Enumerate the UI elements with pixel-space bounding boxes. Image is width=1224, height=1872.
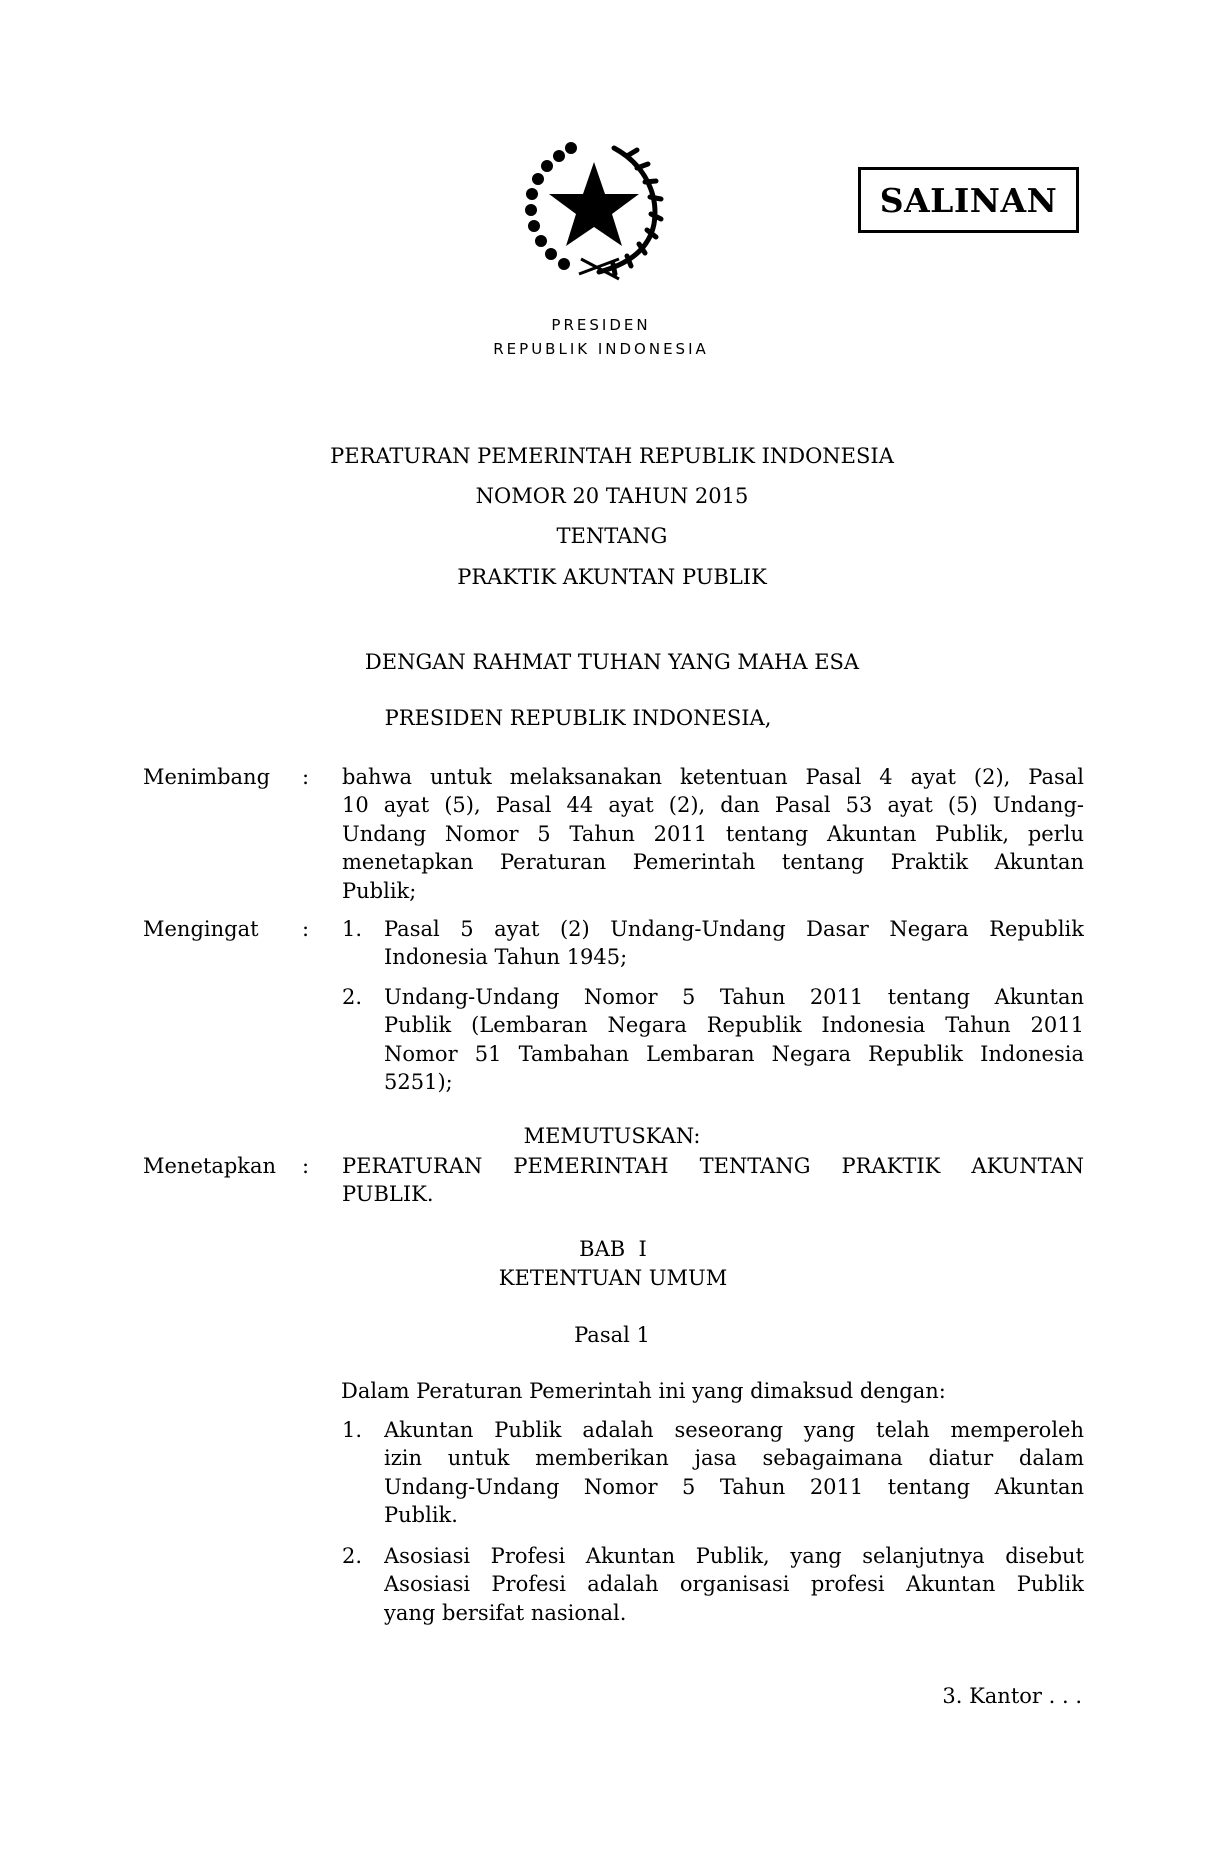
text-line: Undang-Undang Nomor 5 Tahun 2011 tentang Akuntan (384, 985, 1084, 1009)
text-line: Publik (Lembaran Negara Republik Indonesia Tahun 2011 (384, 1013, 1084, 1038)
salinan-stamp: SALINAN (858, 167, 1079, 233)
text-line: Undang Nomor 5 Tahun 2011 tentang Akuntan Publik, perlu (342, 821, 1084, 846)
list-item-number: 1. (342, 1418, 363, 1442)
bab-title: KETENTUAN UMUM (498, 1266, 728, 1290)
text-line: Asosiasi Profesi adalah organisasi profesi Akuntan Publik (384, 1572, 1084, 1597)
list-item-number: 1. (342, 917, 363, 941)
emblem-star (549, 162, 639, 246)
pasal-title: Pasal 1 (574, 1323, 650, 1347)
title-tentang: TENTANG (556, 524, 668, 548)
menetapkan-label: Menetapkan (143, 1154, 277, 1178)
text-line: Akuntan Publik adalah seseorang yang telah memperoleh (384, 1418, 1084, 1442)
title-regulation: PERATURAN PEMERINTAH REPUBLIK INDONESIA (330, 444, 894, 468)
page-continuation: 3. Kantor . . . (942, 1684, 1082, 1708)
text-line: PERATURAN PEMERINTAH TENTANG PRAKTIK AKUNTAN (342, 1154, 1084, 1178)
mengingat-colon: : (302, 917, 310, 941)
text-line: izin untuk memberikan jasa sebagaimana diatur dalam (384, 1446, 1084, 1471)
text-line: yang bersifat nasional. (384, 1600, 627, 1625)
text-line: bahwa untuk melaksanakan ketentuan Pasal 4 ayat (2), Pasal (342, 765, 1084, 789)
text-line: 5251); (384, 1070, 453, 1095)
text-line: 10 ayat (5), Pasal 44 ayat (2), dan Pasal 53 ayat (5) Undang- (342, 793, 1084, 818)
text-line: Indonesia Tahun 1945; (384, 945, 628, 970)
pasal-intro: Dalam Peraturan Pemerintah ini yang dimaksud dengan: (341, 1379, 946, 1403)
emblem-caption-republik: REPUBLIK INDONESIA (493, 340, 709, 358)
text-line: Pasal 5 ayat (2) Undang-Undang Dasar Negara Republik (384, 917, 1084, 941)
mengingat-label: Mengingat (143, 917, 259, 941)
text-line: Publik. (384, 1503, 458, 1528)
menetapkan-colon: : (302, 1154, 310, 1178)
title-number: NOMOR 20 TAHUN 2015 (475, 484, 749, 508)
text-line: PUBLIK. (342, 1182, 434, 1207)
text-line: menetapkan Peraturan Pemerintah tentang Praktik Akuntan (342, 850, 1084, 875)
text-line: Publik; (342, 878, 417, 903)
emblem-caption-presiden: PRESIDEN (551, 316, 651, 334)
garuda-presidential-emblem (519, 134, 669, 284)
memutuskan-heading: MEMUTUSKAN: (523, 1124, 701, 1148)
list-item-number: 2. (342, 985, 363, 1009)
list-item-number: 2. (342, 1544, 363, 1568)
preamble-presiden: PRESIDEN REPUBLIK INDONESIA, (384, 706, 772, 730)
preamble-rahmat: DENGAN RAHMAT TUHAN YANG MAHA ESA (364, 650, 860, 674)
text-line: Undang-Undang Nomor 5 Tahun 2011 tentang Akuntan (384, 1474, 1084, 1499)
menimbang-label: Menimbang (143, 765, 271, 789)
text-line: Asosiasi Profesi Akuntan Publik, yang selanjutnya disebut (384, 1544, 1084, 1568)
menimbang-colon: : (302, 765, 310, 789)
bab-number: BAB I (579, 1237, 647, 1261)
title-subject: PRAKTIK AKUNTAN PUBLIK (457, 565, 767, 589)
text-line: Nomor 51 Tambahan Lembaran Negara Republik Indonesia (384, 1041, 1084, 1066)
